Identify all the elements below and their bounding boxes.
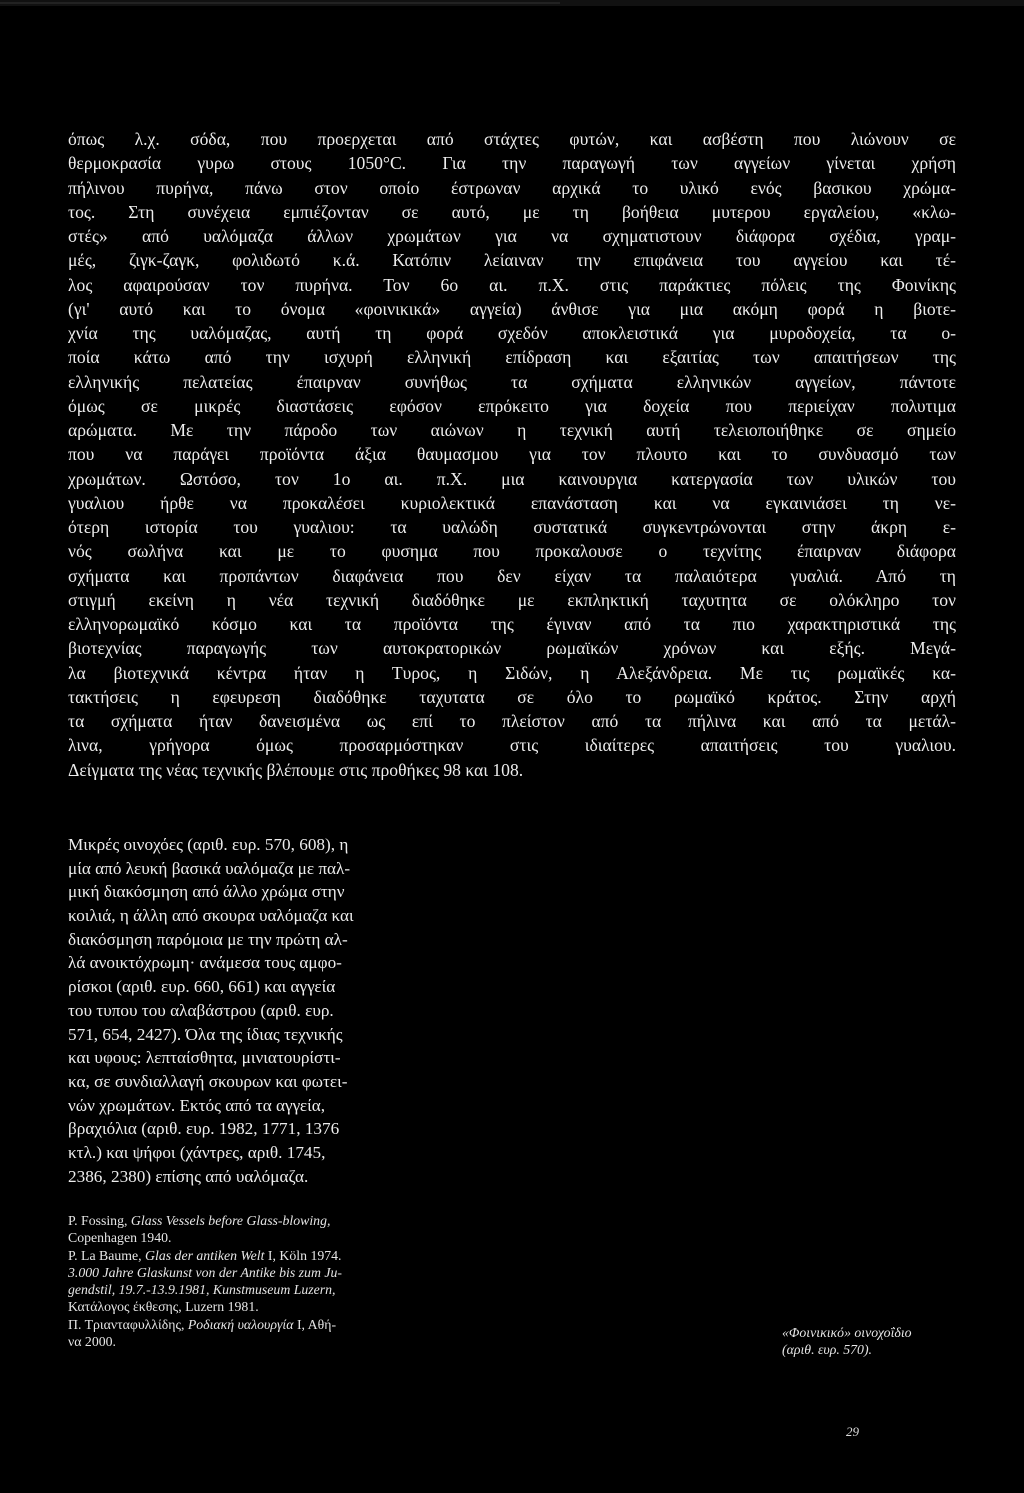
body-text-line: πήλινου πυρήνα, πάνω στον οποίο έστρωναν αρχικά το υλικό ενός βασικου χρώμα- bbox=[68, 177, 956, 198]
bibliography-entry-cont bbox=[68, 1229, 428, 1246]
bibliography-title: Glass Vessels before Glass-blowing, bbox=[130, 1213, 331, 1228]
bibliography-author: Π. Τριανταφυλλίδης, bbox=[68, 1316, 188, 1332]
body-text-line: τα σχήματα ήταν δανεισμένα ως επί το πλείστον από τα πήλινα και από τα μετάλ- bbox=[68, 711, 956, 731]
figure-caption-line: (αριθ. ευρ. 570). bbox=[782, 1342, 872, 1358]
body-text-line: θερμοκρασία γυρω στους 1050°C. Για την παραγωγή των αγγείων γίνεται χρήση bbox=[68, 153, 956, 174]
caption-line: 2386, 2380) επίσης από υαλόμαζα. bbox=[68, 1166, 309, 1186]
body-text-line: μές, ζιγκ-ζαγκ, φολιδωτό κ.ά. Κατόπιν λείαιναν την επιφάνεια του αγγείου και τέ- bbox=[68, 250, 956, 271]
body-text-line: λινα, γρήγορα όμως προσαρμόστηκαν στις ιδιαίτερες απαιτήσεις του γυαλιου. bbox=[68, 735, 956, 756]
body-text-line: ποία κάτω από την ισχυρή ελληνική επίδραση και εξαιτίας των απαιτήσεων της bbox=[68, 347, 956, 368]
bibliography-title: gendstil, 19.7.-13.9.1981, Kunstmuseum Luzern, bbox=[68, 1282, 336, 1298]
bibliography-entry bbox=[68, 1316, 428, 1333]
bibliography-author: P. La Baume, bbox=[68, 1247, 146, 1263]
bibliography-entry-cont bbox=[68, 1298, 428, 1315]
figure-caption-line: «Φοινικικό» οινοχοΐδιο bbox=[782, 1325, 912, 1340]
caption-line: λά ανοικτόχρωμη· ανάμεσα τους αμφο- bbox=[68, 953, 342, 973]
caption-line: μία από λευκή βασικά υαλόμαζα με παλ- bbox=[68, 858, 351, 878]
bibliography-entry-cont bbox=[68, 1333, 428, 1350]
body-text-line: γυαλιου ήρθε να προκαλέσει κυριολεκτικά επανάσταση και να εγκαινιάσει τη νε- bbox=[68, 492, 956, 513]
bibliography-author: P. Fossing, bbox=[68, 1213, 131, 1228]
body-text-line: ελληνικής πελατείας έπαιρναν συνήθως τα σχήματα ελληνικών αγγείων, πάντοτε bbox=[68, 371, 956, 392]
caption-line: νών χρωμάτων. Εκτός από τα αγγεία, bbox=[68, 1095, 326, 1115]
body-text-line: τος. Στη συνέχεια εμπιέζονταν σε αυτό, με τη βοήθεια μυτερου εργαλείου, «κλω- bbox=[68, 201, 956, 222]
body-text-line: λος αφαιρούσαν τον πυρήνα. Τον 6ο αι. π.Χ. στις παράκτιες πόλεις της Φοινίκης bbox=[68, 274, 956, 295]
body-text-line: στιγμή εκείνη η νέα τεχνική διαδόθηκε με εκπληκτική ταχυτητα σε ολόκληρο τον bbox=[68, 589, 956, 610]
caption-line: κοιλιά, η άλλη από σκουρα υαλόμαζα και bbox=[68, 906, 354, 926]
body-text-line: νός σωλήνα και με το φυσημα που προκαλουσε ο τεχνίτης έπαιρναν διάφορα bbox=[68, 541, 956, 562]
bibliography-publication: Copenhagen 1940. bbox=[68, 1230, 172, 1246]
page-number: 29 bbox=[846, 1424, 859, 1439]
caption-line: Μικρές οινοχόες (αριθ. ευρ. 570, 608), η bbox=[68, 835, 349, 854]
caption-line: μική διακόσμηση από άλλο χρώμα στην bbox=[68, 882, 345, 902]
body-text-line: που να παράγει προϊόντα άξια θαυμασμου για τον πλουτο και το συνδυασμό των bbox=[68, 444, 956, 465]
caption-line: 571, 654, 2427). Όλα της ίδιας τεχνικής bbox=[68, 1024, 343, 1044]
body-text-line: βιοτεχνίας παραγωγής των αυτοκρατορικών ρωμαϊκών χρόνων και εξής. Μεγά- bbox=[68, 638, 956, 659]
body-text-line: ότερη ιστορία του γυαλιου: τα υαλώδη συστατικά συγκεντρώνονται στην άκρη ε- bbox=[68, 517, 956, 537]
bibliography-title: Ροδιακή υαλουργία bbox=[187, 1316, 294, 1332]
caption-line: διακόσμηση παρόμοια με την πρώτη αλ- bbox=[68, 929, 348, 949]
bibliography-title: 3.000 Jahre Glaskunst von der Antike bis zum Ju- bbox=[68, 1264, 342, 1280]
bibliography-publication: Ι, Αθή- bbox=[293, 1316, 337, 1332]
body-text-line: τακτήσεις η εφευρεση διαδόθηκε ταχυτατα σε όλο το ρωμαϊκό κράτος. Στην αρχή bbox=[68, 686, 956, 707]
caption-line: κτλ.) και ψήφοι (χάντρες, αριθ. 1745, bbox=[68, 1142, 326, 1162]
caption-line: ρίσκοι (αριθ. ευρ. 660, 661) και αγγεία bbox=[68, 977, 336, 997]
bibliography-publication: Κατάλογος έκθεσης, Luzern 1981. bbox=[68, 1299, 259, 1315]
figure-caption bbox=[782, 1324, 982, 1359]
bibliography-publication: να 2000. bbox=[68, 1334, 116, 1350]
body-text-line: αρώματα. Με την πάροδο των αιώνων η τεχνική αυτή τελειοποιήθηκε σε σημείο bbox=[68, 420, 956, 440]
caption-line: του τυπου του αλαβάστρου (αριθ. ευρ. bbox=[68, 1000, 334, 1020]
body-text-line: όπως λ.χ. σόδα, που προερχεται από στάχτες φυτών, και ασβέστη που λιώνουν σε bbox=[68, 129, 956, 149]
bibliography-entry-cont bbox=[68, 1281, 428, 1298]
bibliography-entry bbox=[68, 1264, 428, 1281]
body-text-line: σχήματα και προπάντων διαφάνεια που δεν είχαν τα παλαιότερα γυαλιά. Από τη bbox=[68, 565, 956, 586]
photo-caption-text bbox=[68, 833, 398, 1188]
bibliography-entry bbox=[68, 1247, 428, 1264]
main-body-text bbox=[68, 127, 956, 782]
bibliography-entry bbox=[68, 1212, 428, 1229]
body-text-line: χνία της υαλόμαζας, αυτή τη φορά σχεδόν αποκλειστικά για μυροδοχεία, τα ο- bbox=[68, 323, 956, 343]
body-text-line: (γι' αυτό και το όνομα «φοινικικά» αγγεία) άνθισε για μια ακόμη φορά η βιοτε- bbox=[68, 298, 956, 319]
bibliography-publication: I, Köln 1974. bbox=[264, 1247, 342, 1263]
body-text-line: ελληνορωμαϊκό κόσμο και τα προϊόντα της έγιναν από τα πιο χαρακτηριστικά της bbox=[68, 614, 956, 634]
body-text-line: στές» από υαλόμαζα άλλων χρωμάτων για να σχηματιστουν διάφορα σχέδια, γραμ- bbox=[68, 226, 956, 246]
bibliography-title: Glas der antiken Welt bbox=[145, 1247, 265, 1263]
body-text-line: χρωμάτων. Ωστόσο, τον 1ο αι. π.Χ. μια καινουργια κατεργασία των υλικών του bbox=[68, 468, 956, 489]
caption-line: και υφους: λεπταίσθητα, μινιατουρίστι- bbox=[68, 1048, 341, 1068]
caption-line: βραχιόλια (αριθ. ευρ. 1982, 1771, 1376 bbox=[68, 1119, 340, 1139]
body-text-line: Δείγματα της νέας τεχνικής βλέπουμε στις προθήκες 98 και 108. bbox=[68, 759, 524, 780]
caption-line: κα, σε συνδιαλλαγή σκουρων και φωτει- bbox=[68, 1071, 348, 1091]
body-text-line: όμως σε μικρές διαστάσεις εφόσον επρόκειτο για δοχεία που περιείχαν πολυτιμα bbox=[68, 395, 956, 416]
body-text-line: λα βιοτεχνικά κέντρα ήταν η Τυρος, η Σιδών, η Αλεξάνδρεια. Με τις ρωμαϊκές κα- bbox=[68, 662, 956, 683]
bibliography bbox=[68, 1212, 428, 1350]
